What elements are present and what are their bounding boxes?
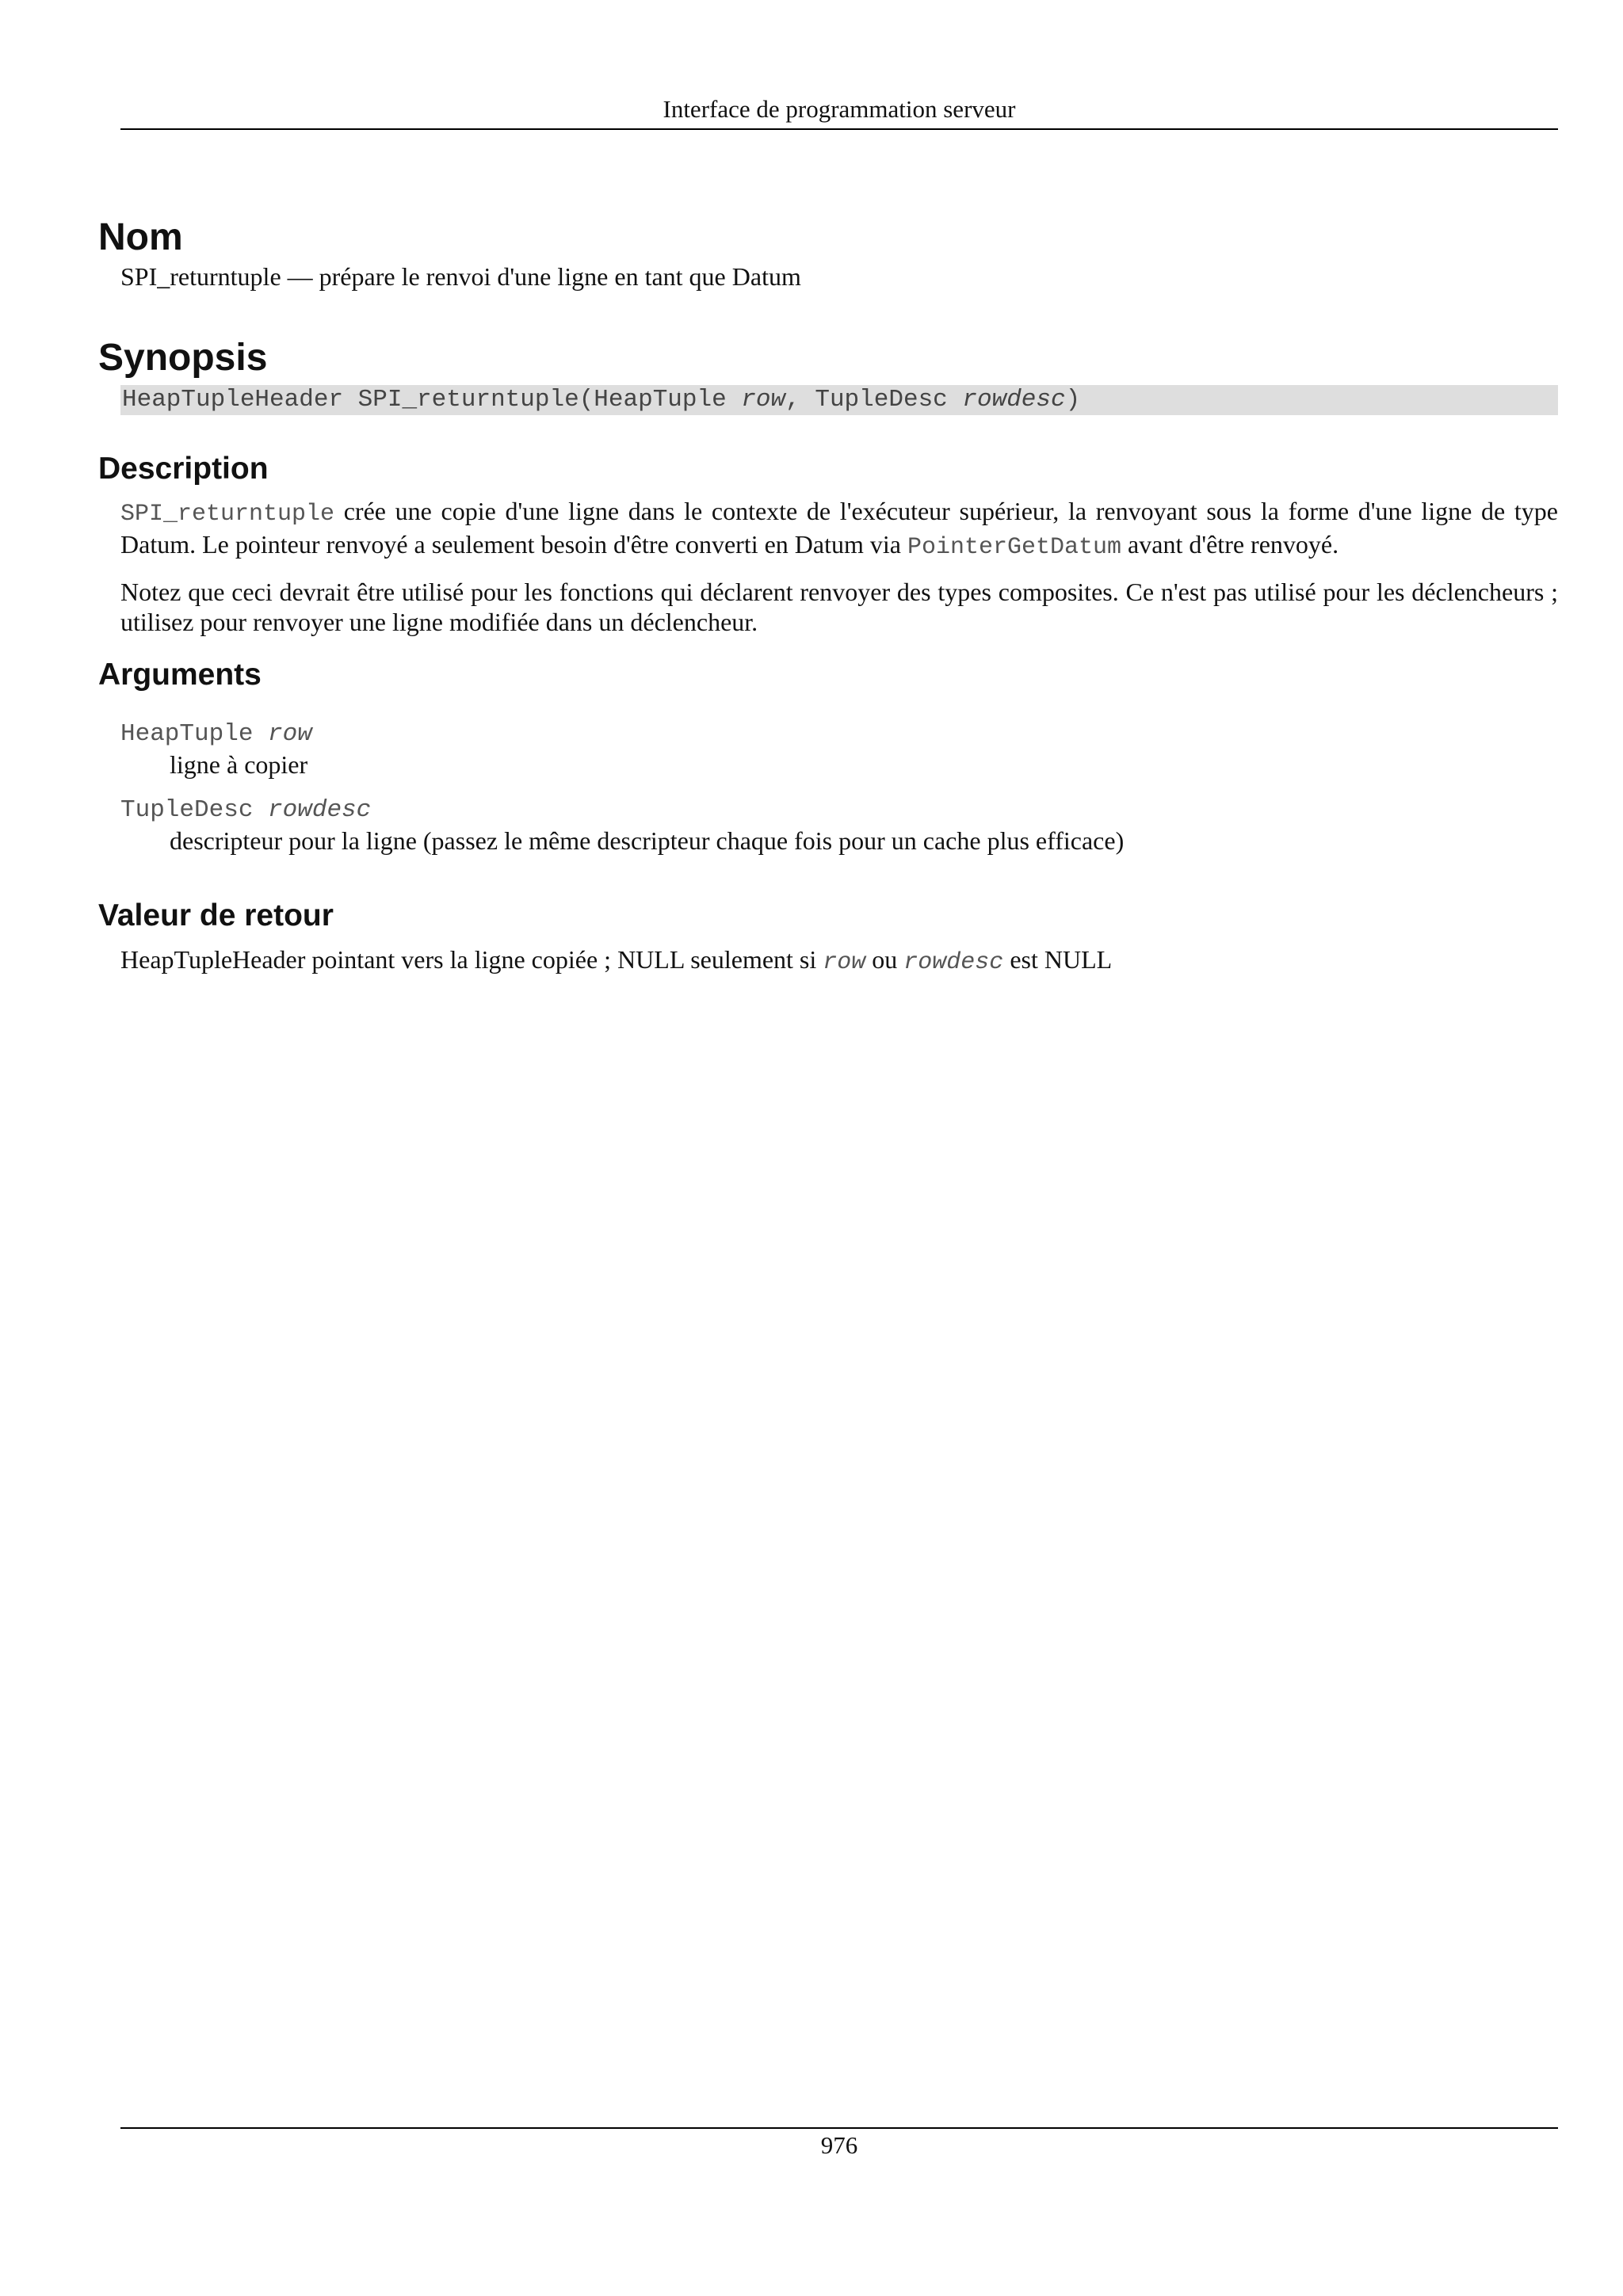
argument-name: rowdesc <box>268 796 372 824</box>
argument-type: HeapTuple <box>120 720 269 748</box>
synopsis-code-prefix: HeapTupleHeader SPI_returntuple(HeapTuple <box>122 386 742 414</box>
argument-name: row <box>268 720 312 748</box>
argument-description: descripteur pour la ligne (passez le même descripteur chaque fois pour un cache plus efficace) <box>170 826 1125 855</box>
section-heading-arguments: Arguments <box>98 658 262 692</box>
synopsis-param-row: row <box>741 386 786 414</box>
synopsis-param-rowdesc: rowdesc <box>962 386 1066 414</box>
page-content <box>98 214 1558 978</box>
arguments-list <box>98 719 1558 856</box>
argument-type: TupleDesc <box>120 796 269 824</box>
section-heading-nom: Nom <box>98 216 183 258</box>
argument-item <box>98 719 1558 780</box>
nom-text: SPI_returntuple — prépare le renvoi d'une ligne en tant que Datum <box>120 262 801 291</box>
description-paragraph-2: Notez que ceci devrait être utilisé pour les fonctions qui déclarent renvoyer des types composites. Ce n'est pas utilisé pour les déclencheurs ; utilisez pour renvoyer une ligne modifiée dans un déclencheur. <box>120 578 1558 636</box>
synopsis-code-suffix: ) <box>1065 386 1081 414</box>
footer-rule <box>120 2127 1558 2129</box>
argument-term <box>120 719 1558 749</box>
argument-term <box>120 795 1558 826</box>
header-rule <box>120 128 1558 130</box>
section-heading-description: Description <box>98 452 269 486</box>
running-header: Interface de programmation serveur <box>663 95 1016 123</box>
page-number: 976 <box>820 2131 858 2159</box>
section-heading-synopsis: Synopsis <box>98 337 268 379</box>
argument-item <box>98 795 1558 856</box>
retour-code-rowdesc: rowdesc <box>903 949 1004 976</box>
description-paragraph-1 <box>120 496 1558 563</box>
description-text-1: crée une copie d'une ligne dans le contexte de l'exécuteur supérieur, la renvoyant sous la forme d'une ligne de type Datum. Le pointeur renvoyé a seulement besoin d'être converti en Datum via <box>120 497 1558 559</box>
retour-code-row: row <box>823 949 866 976</box>
description-text-2: avant d'être renvoyé. <box>1121 530 1339 559</box>
synopsis-code-middle: , TupleDesc <box>785 386 963 414</box>
description-code-spi-returntuple: SPI_returntuple <box>120 501 335 528</box>
retour-text <box>120 944 1558 978</box>
retour-text-2: ou <box>865 945 904 974</box>
synopsis-code-block <box>120 385 1558 415</box>
retour-text-1: HeapTupleHeader pointant vers la ligne copiée ; NULL seulement si <box>120 945 823 974</box>
description-code-pointergetdatum: PointerGetDatum <box>907 534 1122 561</box>
retour-text-3: est NULL <box>1003 945 1113 974</box>
section-heading-valeur-de-retour: Valeur de retour <box>98 898 334 933</box>
argument-description: ligne à copier <box>170 750 308 779</box>
